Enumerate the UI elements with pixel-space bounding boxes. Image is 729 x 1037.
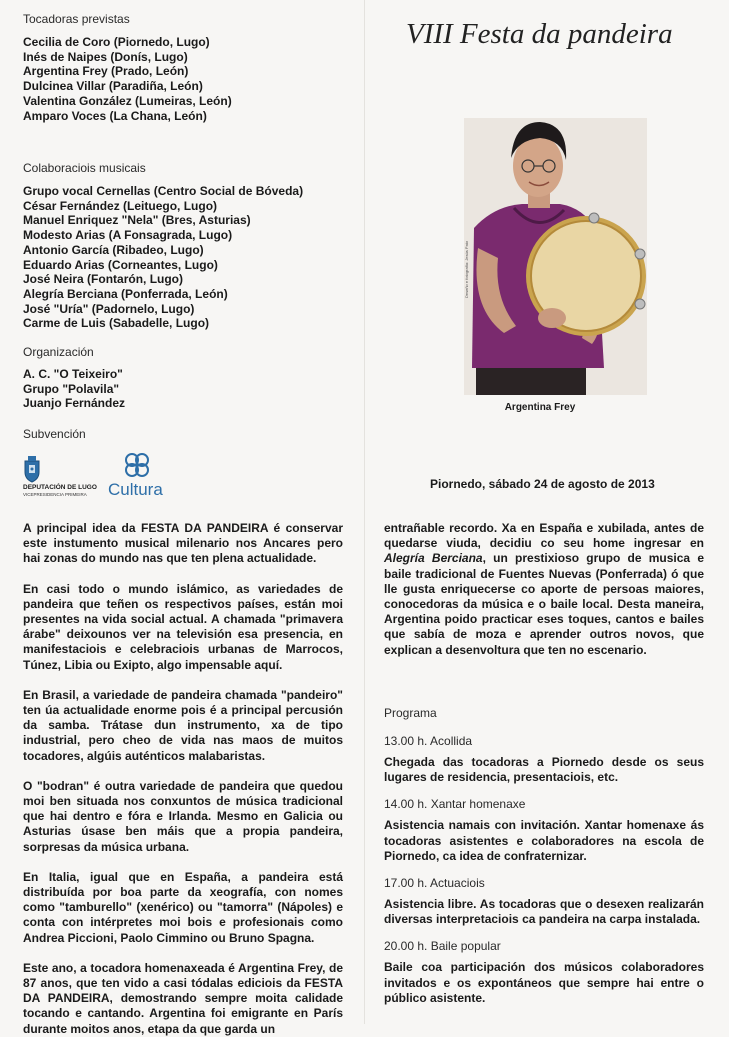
subvencion-heading: Subvención (23, 427, 86, 441)
list-item: Carme de Luis (Sabadelle, Lugo) (23, 316, 210, 331)
place-date: Piornedo, sábado 24 de agosto de 2013 (430, 477, 655, 491)
list-item: César Fernández (Leituego, Lugo) (23, 198, 218, 213)
page-title: VIII Festa da pandeira (406, 18, 673, 50)
organizacion-heading: Organización (23, 345, 94, 359)
portrait-photo (464, 118, 647, 395)
organizacion-list (23, 367, 125, 411)
programa-desc: Baile coa participación dos músicos colaboradores invitados e os expontáneos que sempre hai entre o público asistente. (384, 960, 704, 1005)
cultura-label: Cultura (108, 480, 163, 499)
photo-credit: Deseño e fotografía: Jesús Pato (464, 240, 469, 298)
deputacion-name: DEPUTACIÓN DE LUGO (23, 484, 97, 491)
programa-time: 13.00 h. Acollida (384, 734, 473, 748)
programa-desc: Asistencia libre. As tocadoras que o desexen realizarán diversas interpretaciois ca pandeira na carpa instalada. (384, 897, 704, 927)
article-right-column (384, 521, 704, 658)
list-item: José Neira (Fontarón, Lugo) (23, 272, 184, 287)
list-item: Amparo Voces (La Chana, León) (23, 108, 207, 123)
cultura-logo-icon (124, 452, 150, 483)
deputacion-subtitle: VICEPRESIDENCIA PRIMEIRA (23, 492, 87, 497)
programa-section (384, 706, 704, 1006)
article-text: , un prestixioso grupo de musica e baile tradicional de Fuentes Nuevas (Ponferrada) ó que lle gusta enriquecerse co aporte de persoas maiores, conocedoras da música e o baile local. Desta maneira, Argentina poido practicar eses toques, cantos e bailes que sabía de moza e aprender outros novos, que explican a desenvoltura que ten no escenario. (384, 551, 704, 657)
list-item: Modesto Arias (A Fonsagrada, Lugo) (23, 228, 233, 243)
programa-time: 14.00 h. Xantar homenaxe (384, 797, 526, 812)
article-left-column (23, 521, 343, 1037)
article-paragraph: En Italia, igual que en España, a pandeira está distribuída por boa parte da xeografía, con nomes como "tamburello" (xenérico) ou "tamorra" (Nápoles) e conta con intérpretes moi bois e profesionais como Andrea Piccioni, Paolo Cimmino ou Bruno Spagna. (23, 869, 343, 945)
photo-caption: Argentina Frey (504, 402, 576, 413)
list-item: José "Uría" (Padornelo, Lugo) (23, 301, 195, 316)
cultura-logo (108, 452, 173, 502)
programa-time: 20.00 h. Baile popular (384, 939, 501, 954)
list-item: A. C. "O Teixeiro" (23, 367, 123, 381)
page-fold (364, 0, 365, 1024)
article-paragraph (384, 521, 704, 658)
article-paragraph: En casi todo o mundo islámico, as variedades de pandeira que teñen os respectivos países, están moi presentes na vida social actual. A chamada "primavera árabe" deixounos ver na televisión esa presencia, en manifestaciois e celebraciois urbanas de Marrocos, Túnez, Libia ou Exipto, algo impensable aquí. (23, 581, 343, 672)
list-item: Eduardo Arias (Corneantes, Lugo) (23, 257, 218, 272)
list-item: Valentina González (Lumeiras, León) (23, 93, 232, 108)
list-item: Juanjo Fernández (23, 396, 126, 411)
colaboracions-heading: Colaboraciois musicais (23, 161, 146, 175)
programa-desc: Chegada das tocadoras a Piornedo desde os seus lugares de residencia, presentaciois, etc. (384, 755, 704, 785)
tocadoras-list (23, 35, 232, 123)
list-item: Grupo "Polavila" (23, 381, 120, 396)
list-item: Argentina Frey (Prado, León) (23, 64, 189, 79)
article-paragraph: A principal idea da FESTA DA PANDEIRA é conservar este instumento musical milenario nos Ancares pero hai zonas do mundo nas que ten plena actualidade. (23, 521, 343, 566)
list-item: Dulcinea Villar (Paradiña, León) (23, 79, 203, 94)
article-text: entrañable recordo. Xa en España e xubilada, antes de quedarse viuda, decidiu co seu home ingresar en (384, 521, 704, 551)
article-paragraph: O "bodran" é outra variedade de pandeira que quedou moi ben situada nos conxuntos de música tradicional que hai dentro e fóra e Irlanda. Mesmo en Galicia ou Asturias úsase ben máis que a propia pandeira, sorpresas da música urbana. (23, 778, 343, 854)
colaboracions-list (23, 184, 303, 331)
list-item: Grupo vocal Cernellas (Centro Social de Bóveda) (23, 184, 304, 198)
programa-time: 17.00 h. Actuaciois (384, 876, 485, 891)
programa-heading: Programa (384, 706, 437, 720)
list-item: Manuel Enriquez "Nela" (Bres, Asturias) (23, 213, 251, 228)
list-item: Antonio García (Ribadeo, Lugo) (23, 242, 204, 257)
list-item: Alegría Berciana (Ponferrada, León) (23, 286, 228, 301)
tocadoras-heading: Tocadoras previstas (23, 12, 130, 26)
list-item: Cecilia de Coro (Piornedo, Lugo) (23, 35, 210, 49)
group-name-italic: Alegría Berciana (384, 551, 483, 566)
article-paragraph: Este ano, a tocadora homenaxeada é Argentina Frey, de 87 anos, que ten vido a casi tódalas ediciois da FESTA DA PANDEIRA, demostrando sempre moita calidade tocando e cantando. Argentina foi emigrante en París durante moitos anos, etapa da que garda un (23, 960, 343, 1036)
programa-desc: Asistencia namais con invitación. Xantar homenaxe ás tocadoras asistentes e colaboradores na escola de Piornedo, ca idea de confraternizar. (384, 818, 704, 863)
list-item: Inés de Naipes (Donís, Lugo) (23, 49, 188, 64)
article-paragraph: En Brasil, a variedade de pandeira chamada "pandeiro" ten úa actualidade enorme pois é a principal percusión da samba. Trátase dun instrumento, xa de tipo industrial, pero cheo de vida nas maos de muitos tocadores, algúis auténticos malabaristas. (23, 687, 343, 763)
deputacion-logo (23, 455, 98, 501)
